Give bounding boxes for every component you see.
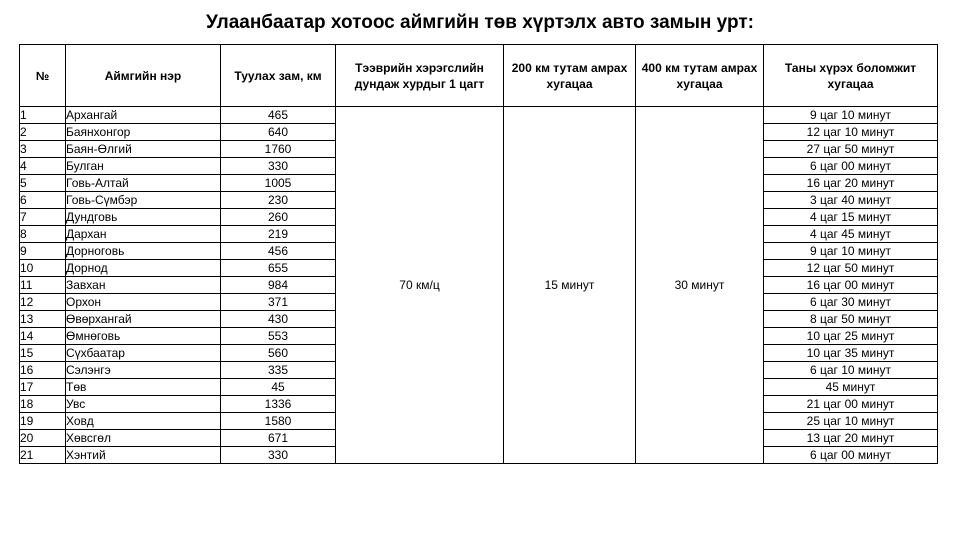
- row-number: 16: [20, 362, 66, 379]
- province-name: Ховд: [66, 413, 221, 430]
- province-name: Баян-Өлгий: [66, 141, 221, 158]
- province-name: Увс: [66, 396, 221, 413]
- row-number: 3: [20, 141, 66, 158]
- province-name: Булган: [66, 158, 221, 175]
- row-number: 8: [20, 226, 66, 243]
- distance-table: [19, 44, 938, 464]
- distance-km: 1336: [221, 396, 336, 413]
- arrival-time: 13 цаг 20 минут: [764, 430, 938, 447]
- row-number: 13: [20, 311, 66, 328]
- header-number: №: [20, 45, 66, 107]
- province-name: Өвөрхангай: [66, 311, 221, 328]
- arrival-time: 6 цаг 00 минут: [764, 158, 938, 175]
- arrival-time: 10 цаг 25 минут: [764, 328, 938, 345]
- arrival-time: 21 цаг 00 минут: [764, 396, 938, 413]
- distance-km: 465: [221, 107, 336, 124]
- row-number: 11: [20, 277, 66, 294]
- arrival-time: 27 цаг 50 минут: [764, 141, 938, 158]
- arrival-time: 25 цаг 10 минут: [764, 413, 938, 430]
- row-number: 18: [20, 396, 66, 413]
- header-distance: Туулах зам, км: [221, 45, 336, 107]
- province-name: Өмнөговь: [66, 328, 221, 345]
- header-arrival-time: Таны хүрэх боломжит хугацаа: [764, 45, 938, 107]
- table-row: [20, 107, 938, 124]
- province-name: Завхан: [66, 277, 221, 294]
- arrival-time: 45 минут: [764, 379, 938, 396]
- arrival-time: 12 цаг 10 минут: [764, 124, 938, 141]
- arrival-time: 10 цаг 35 минут: [764, 345, 938, 362]
- arrival-time: 4 цаг 45 минут: [764, 226, 938, 243]
- distance-km: 655: [221, 260, 336, 277]
- distance-km: 640: [221, 124, 336, 141]
- page-title: Улаанбаатар хотоос аймгийн төв хүртэлх авто замын урт:: [206, 12, 754, 33]
- province-name: Сүхбаатар: [66, 345, 221, 362]
- row-number: 12: [20, 294, 66, 311]
- row-number: 10: [20, 260, 66, 277]
- arrival-time: 9 цаг 10 минут: [764, 107, 938, 124]
- distance-km: 330: [221, 158, 336, 175]
- arrival-time: 6 цаг 00 минут: [764, 447, 938, 464]
- rest-400km-cell: 30 минут: [636, 107, 764, 464]
- rest-200km-cell: 15 минут: [504, 107, 636, 464]
- row-number: 2: [20, 124, 66, 141]
- distance-km: 230: [221, 192, 336, 209]
- header-rest-200km: 200 км тутам амрах хугацаа: [504, 45, 636, 107]
- distance-km: 553: [221, 328, 336, 345]
- distance-km: 456: [221, 243, 336, 260]
- distance-km: 430: [221, 311, 336, 328]
- row-number: 20: [20, 430, 66, 447]
- distance-km: 260: [221, 209, 336, 226]
- arrival-time: 4 цаг 15 минут: [764, 209, 938, 226]
- arrival-time: 12 цаг 50 минут: [764, 260, 938, 277]
- row-number: 4: [20, 158, 66, 175]
- row-number: 17: [20, 379, 66, 396]
- province-name: Дорнод: [66, 260, 221, 277]
- province-name: Дархан: [66, 226, 221, 243]
- row-number: 1: [20, 107, 66, 124]
- province-name: Орхон: [66, 294, 221, 311]
- distance-km: 45: [221, 379, 336, 396]
- row-number: 7: [20, 209, 66, 226]
- province-name: Дундговь: [66, 209, 221, 226]
- arrival-time: 6 цаг 30 минут: [764, 294, 938, 311]
- province-name: Баянхонгор: [66, 124, 221, 141]
- arrival-time: 8 цаг 50 минут: [764, 311, 938, 328]
- province-name: Төв: [66, 379, 221, 396]
- row-number: 6: [20, 192, 66, 209]
- distance-km: 219: [221, 226, 336, 243]
- row-number: 9: [20, 243, 66, 260]
- province-name: Хэнтий: [66, 447, 221, 464]
- distance-km: 1005: [221, 175, 336, 192]
- province-name: Говь-Алтай: [66, 175, 221, 192]
- distance-km: 984: [221, 277, 336, 294]
- arrival-time: 3 цаг 40 минут: [764, 192, 938, 209]
- province-name: Архангай: [66, 107, 221, 124]
- arrival-time: 9 цаг 10 минут: [764, 243, 938, 260]
- province-name: Сэлэнгэ: [66, 362, 221, 379]
- province-name: Дорноговь: [66, 243, 221, 260]
- row-number: 19: [20, 413, 66, 430]
- distance-km: 330: [221, 447, 336, 464]
- header-row: [20, 45, 938, 107]
- arrival-time: 6 цаг 10 минут: [764, 362, 938, 379]
- row-number: 15: [20, 345, 66, 362]
- row-number: 21: [20, 447, 66, 464]
- arrival-time: 16 цаг 20 минут: [764, 175, 938, 192]
- province-name: Говь-Сүмбэр: [66, 192, 221, 209]
- province-name: Хөвсгөл: [66, 430, 221, 447]
- distance-km: 335: [221, 362, 336, 379]
- header-rest-400km: 400 км тутам амрах хугацаа: [636, 45, 764, 107]
- distance-km: 560: [221, 345, 336, 362]
- distance-km: 1760: [221, 141, 336, 158]
- arrival-time: 16 цаг 00 минут: [764, 277, 938, 294]
- row-number: 14: [20, 328, 66, 345]
- row-number: 5: [20, 175, 66, 192]
- header-average-speed: Тээврийн хэрэгслийн дундаж хурдыг 1 цагт: [336, 45, 504, 107]
- distance-km: 671: [221, 430, 336, 447]
- distance-km: 1580: [221, 413, 336, 430]
- header-province-name: Аймгийн нэр: [66, 45, 221, 107]
- average-speed-cell: 70 км/ц: [336, 107, 504, 464]
- distance-km: 371: [221, 294, 336, 311]
